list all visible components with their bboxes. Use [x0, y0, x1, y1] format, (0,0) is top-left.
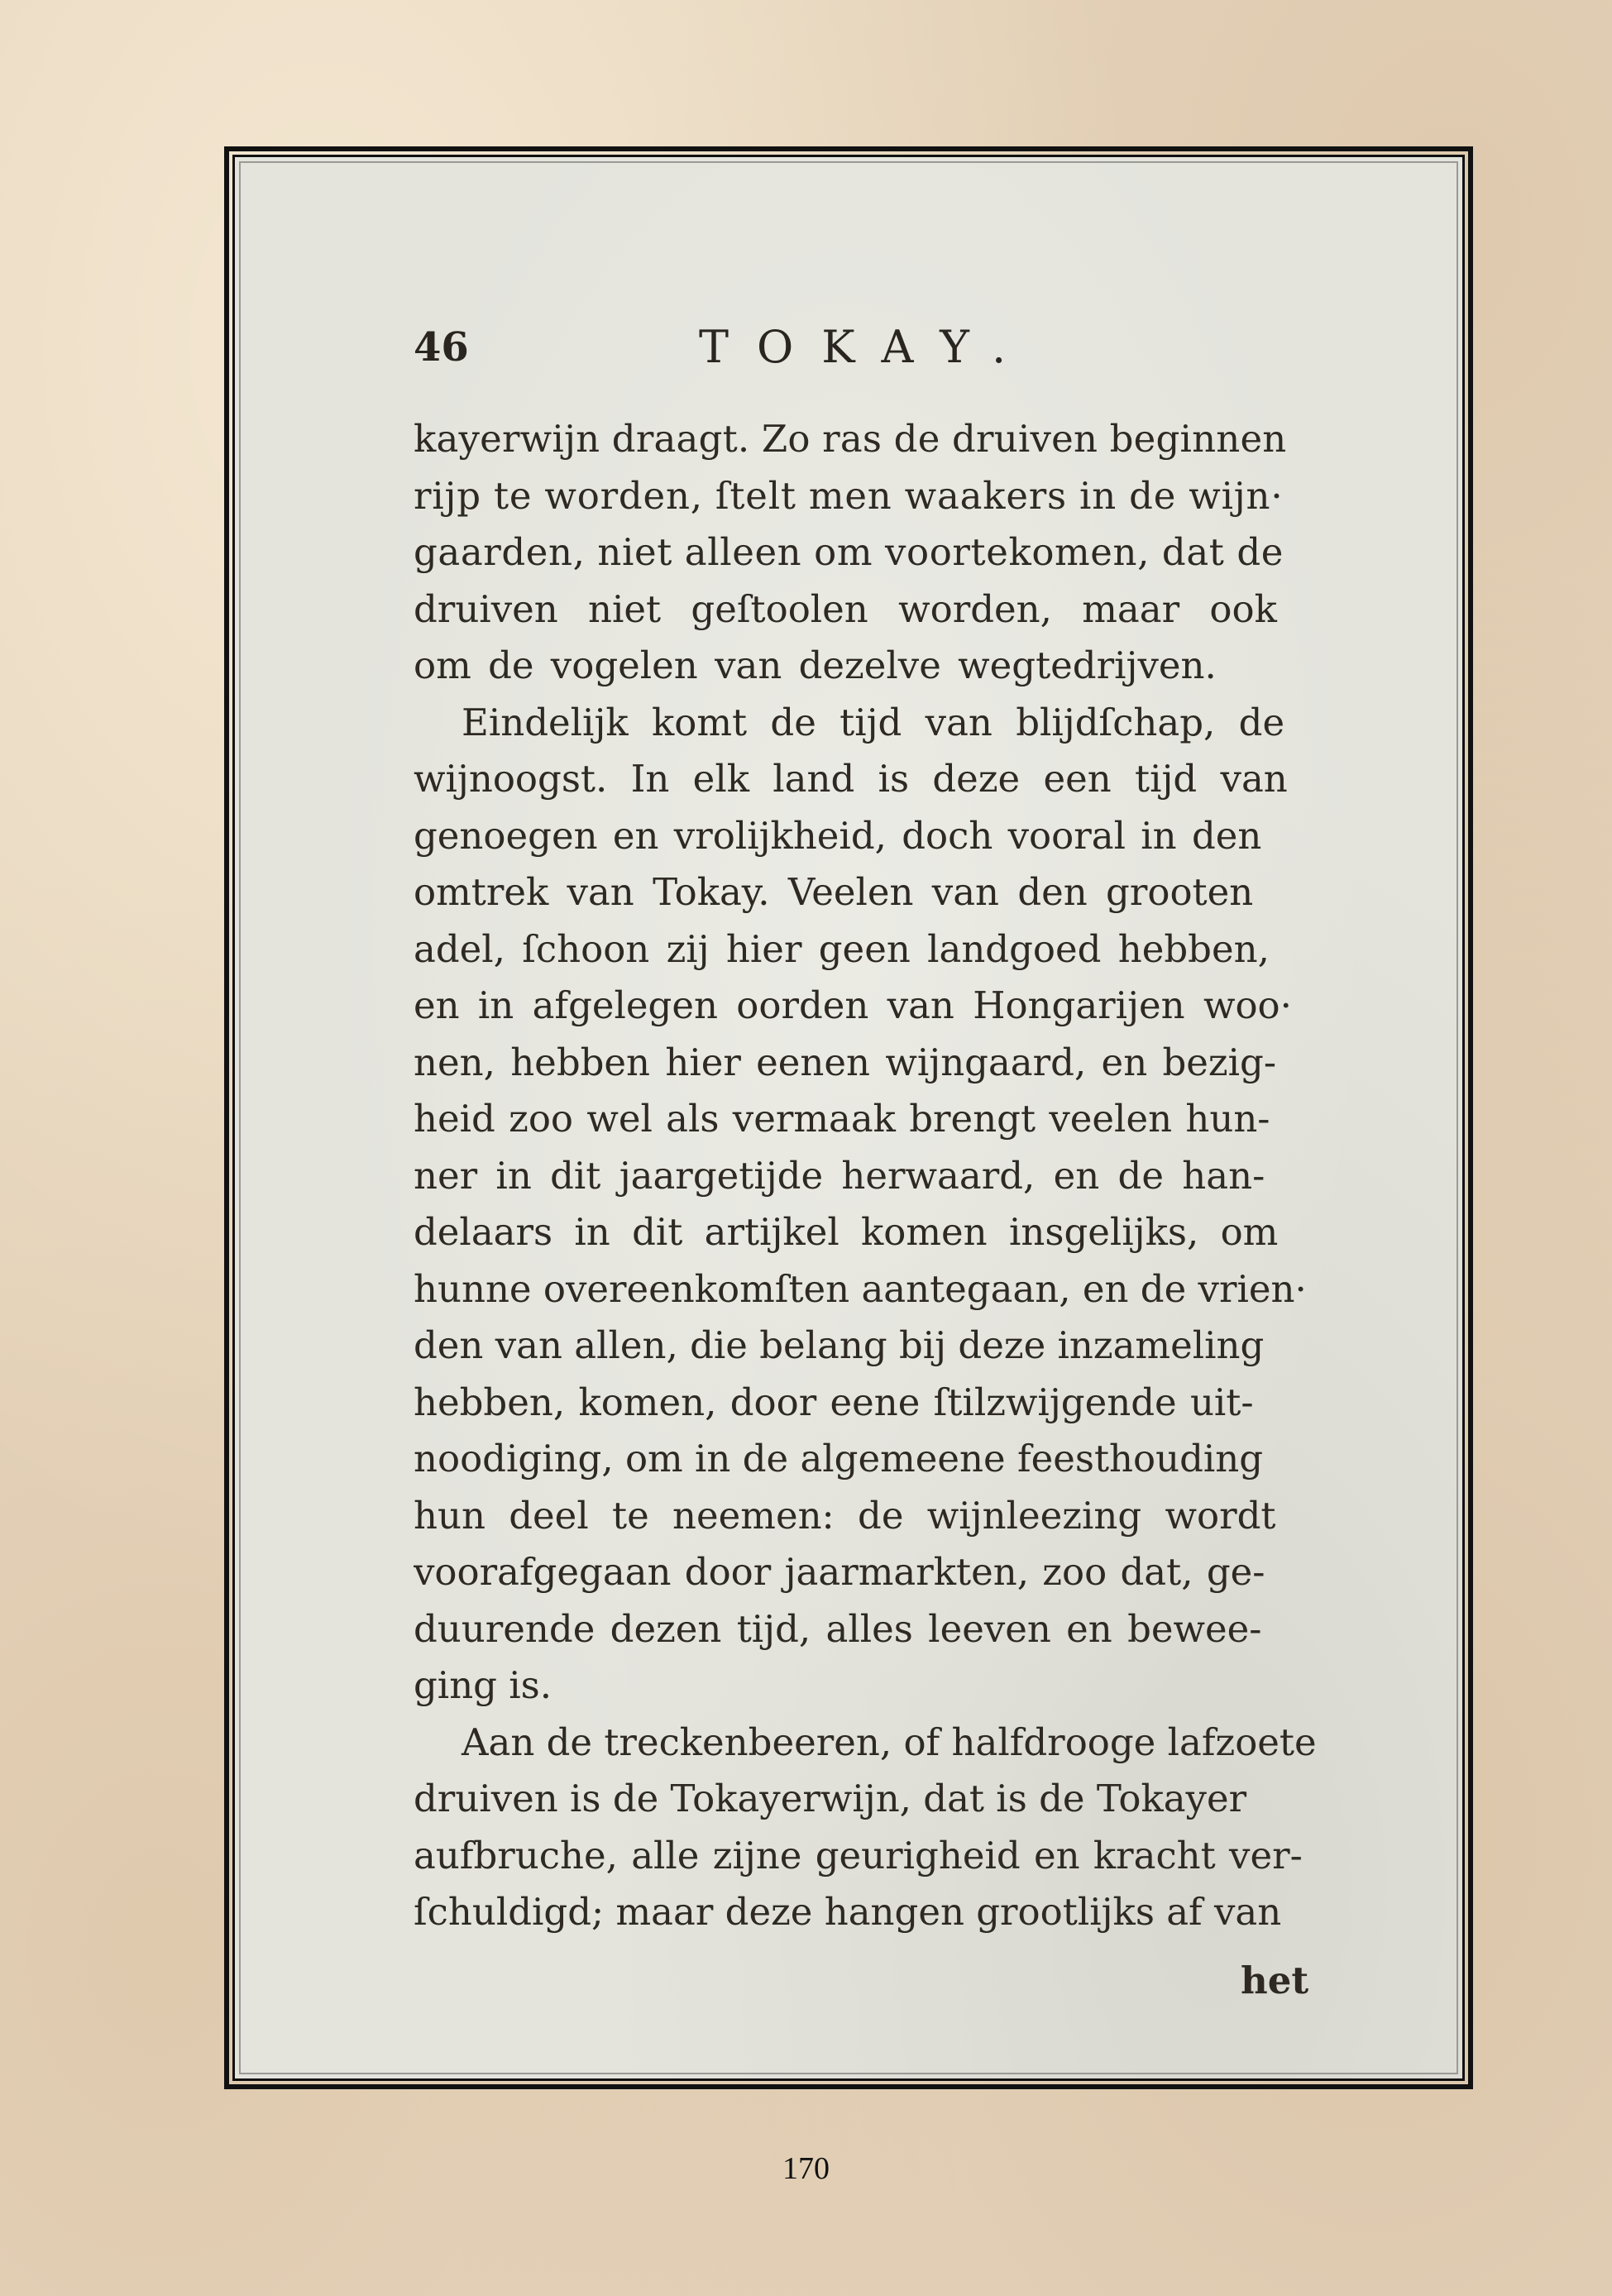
text-line: en in afgelegen oorden van Hongarijen woo· — [414, 983, 1292, 1027]
text-line: adel, ſchoon zij hier geen landgoed hebben, — [414, 926, 1270, 971]
text-line: delaars in dit artijkel komen insgelijks, om — [414, 1210, 1279, 1254]
catchword: het — [1241, 1959, 1309, 2002]
printed-page-number: 46 — [414, 324, 469, 371]
text-line: heid zoo wel als vermaak brengt veelen hun- — [414, 1097, 1270, 1141]
page-header — [414, 318, 1208, 376]
text-line: druiven niet geſtoolen worden, maar ook — [414, 586, 1277, 631]
text-line: Eindelijk komt de tijd van blijdſchap, de — [462, 700, 1285, 744]
text-line: aufbruche, alle zijne geurigheid en kracht ver- — [414, 1833, 1303, 1877]
text-line: voorafgegaan door jaarmarkten, zoo dat, ge- — [414, 1550, 1265, 1594]
footer-page-number: 170 — [782, 2151, 830, 2186]
text-line: ging is. — [414, 1663, 552, 1707]
text-line: genoegen en vrolijkheid, doch vooral in den — [414, 813, 1262, 858]
text-line: om de vogelen van dezelve wegtedrijven. — [414, 643, 1217, 687]
text-line: gaarden, niet alleen om voortekomen, dat de — [414, 530, 1284, 574]
text-line: hun deel te neemen: de wijnleezing wordt — [414, 1493, 1276, 1538]
running-title: TOKAY. — [699, 321, 1035, 373]
body-text — [414, 411, 1323, 1941]
text-line: druiven is de Tokayerwijn, dat is de Tokayer — [414, 1777, 1247, 1820]
text-line: hunne overeenkomſten aantegaan, en de vrien· — [414, 1266, 1307, 1311]
text-line: ner in dit jaargetijde herwaard, en de han- — [414, 1153, 1265, 1198]
text-line: den van allen, die belang bij deze inzameling — [414, 1323, 1265, 1367]
text-line: duurende dezen tijd, alles leeven en bewee- — [414, 1606, 1262, 1651]
text-line: Aan de treckenbeeren, of halfdrooge lafzoete — [462, 1720, 1317, 1764]
text-line: rijp te worden, ſtelt men waakers in de wijn· — [414, 473, 1284, 518]
text-line: nen, hebben hier eenen wijngaard, en bezig- — [414, 1040, 1277, 1084]
text-line: wijnoogst. In elk land is deze een tijd van — [414, 757, 1288, 801]
text-line: omtrek van Tokay. Veelen van den grooten — [414, 870, 1254, 914]
text-line: kayerwijn draagt. Zo ras de druiven beginnen — [414, 417, 1287, 461]
text-line: ſchuldigd; maar deze hangen grootlijks af van — [414, 1890, 1282, 1934]
text-line: noodiging, om in de algemeene feesthouding — [414, 1437, 1264, 1480]
text-line: hebben, komen, door eene ſtilzwijgende uit- — [414, 1380, 1254, 1424]
